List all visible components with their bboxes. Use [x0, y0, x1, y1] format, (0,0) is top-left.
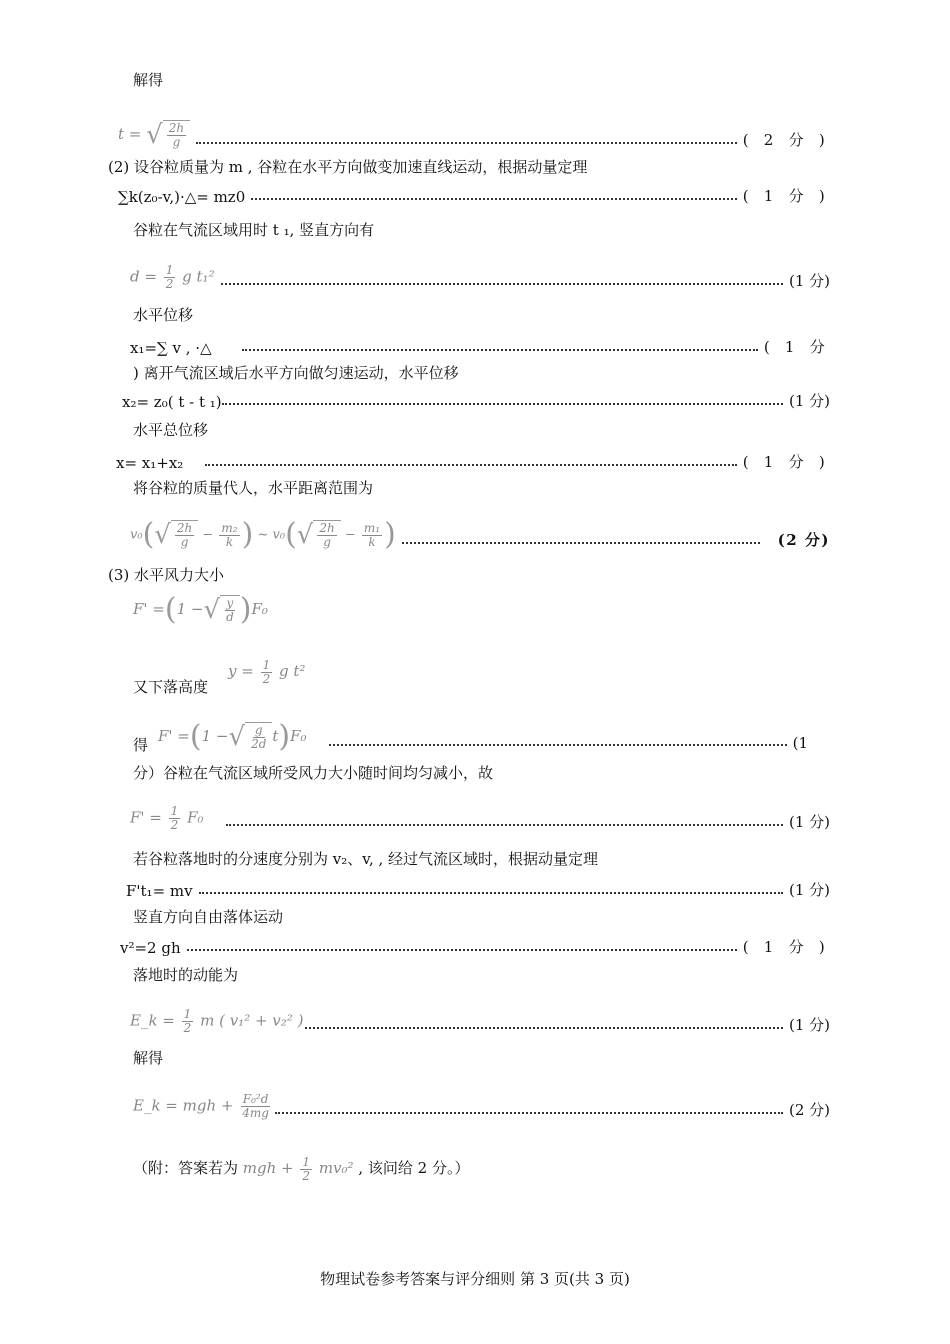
equation-row — [118, 110, 830, 150]
text-line: 将谷粒的质量代人，水平距离范围为 — [133, 479, 374, 497]
formula-image: E_k = mgh + $\frac{\text{F₀²d}}{4mg}$ — [133, 1092, 269, 1120]
equation-row — [158, 712, 808, 752]
text-line: 分）谷粒在气流区域所受风力大小随时间均匀减小，故 — [133, 764, 494, 782]
equation-row: x₂= z₀( t - t ₁) (1 分) — [122, 392, 830, 411]
text-line: 水平位移 — [133, 306, 194, 324]
score-points: ( 2 分 ) — [742, 131, 830, 149]
equation-row: ∑k(z₀-v,)·△= mz0 ( 1 分 ) — [118, 187, 830, 206]
dot-leader — [251, 198, 736, 200]
formula-image: F' = $\frac{1}{2}$ F₀ — [130, 804, 204, 832]
score-points: (1 分) — [788, 272, 830, 290]
text-line: 水平总位移 — [133, 421, 209, 439]
formula-image: d = $\frac{1}{2}$ g t₁² — [130, 263, 215, 291]
equation-row — [130, 255, 830, 291]
text-line: 解得 — [133, 1049, 164, 1067]
equation-row: x= x₁+x₂ ( 1 分 ) — [116, 453, 830, 472]
dot-leader — [242, 349, 758, 351]
formula-image: v₀( √ $\frac{2h}{g}$ − $\frac{\text{m₂}}{k}$ ) ~ v₀( √ $\frac{2h}{g}$ − $\frac{\text{m₁}}{k}$ ) — [130, 517, 396, 552]
dot-leader — [196, 142, 737, 144]
text-line: (3) 水平风力大小 — [108, 566, 225, 584]
score-points: (1 分) — [788, 1016, 830, 1034]
score-points: (2 分) — [788, 1101, 830, 1119]
equation-row: v²=2 gh ( 1 分 ) — [120, 938, 830, 957]
score-points: (1 — [792, 734, 808, 752]
text-line: ) 离开气流区域后水平方向做匀速运动，水平位移 — [133, 364, 459, 382]
equation-row: F't₁= mv (1 分) — [126, 881, 830, 900]
dot-leader — [305, 1027, 783, 1029]
text-line: 又下落高度 — [133, 678, 209, 696]
score-points: (1 分) — [788, 881, 830, 899]
score-points: ( 1 分 — [763, 338, 830, 356]
dot-leader — [221, 283, 783, 285]
score-points: (1 分) — [788, 813, 830, 831]
equation-row — [130, 997, 830, 1035]
equation-row — [133, 1078, 830, 1120]
formula-image: F' =(1 − √ $\frac{g}{2d}$ t)F₀ — [158, 719, 307, 754]
formula-image: F' =(1 − √ $\frac{y}{d}$ )F₀ — [133, 592, 268, 627]
formula-image: y = $\frac{1}{2}$ g t² — [228, 657, 306, 686]
dot-leader — [199, 892, 783, 894]
dot-leader — [402, 542, 760, 544]
score-points: ( 1 分 ) — [742, 187, 830, 205]
text-line: 谷粒在气流区域用时 t ₁, 竖直方向有 — [133, 221, 375, 239]
text-line: 解得 — [133, 71, 164, 89]
score-points: ( 1 分 ) — [742, 938, 830, 956]
text-line: 若谷粒落地时的分速度分别为 v₂、v, , 经过气流区域时，根据动量定理 — [133, 850, 599, 868]
dot-leader — [205, 464, 736, 466]
dot-leader — [275, 1112, 783, 1114]
text-line: (2) 设谷粒质量为 m , 谷粒在水平方向做变加速直线运动，根据动量定理 — [108, 158, 588, 176]
score-points: ( 1 分 ) — [742, 453, 830, 471]
dot-leader — [222, 403, 783, 405]
text-line: 得 — [133, 736, 149, 754]
score-points: (1 分) — [788, 392, 830, 410]
equation-row — [130, 508, 830, 550]
page-footer: 物理试卷参考答案与评分细则 第 3 页(共 3 页) — [320, 1270, 630, 1288]
formula-image: E_k = $\frac{1}{2}$ m ( v₁² + v₂² ) — [130, 1007, 304, 1035]
formula-image: mgh + $\frac{1}{2}$ mv₀² — [242, 1154, 354, 1183]
dot-leader — [187, 949, 737, 951]
score-points: (2 分) — [777, 531, 830, 549]
text-line: 落地时的动能为 — [133, 966, 239, 984]
equation-row — [130, 796, 830, 832]
note-line: （附：答案若为 mgh + $\frac{1}{2}$ mv₀² , 该问给 2 分。） — [133, 1154, 470, 1183]
equation-row: x₁=∑ v , ·△ ( 1 分 — [130, 338, 830, 357]
text-line: 竖直方向自由落体运动 — [133, 908, 284, 926]
formula-image: t = √ $\frac{2h}{g}$ — [118, 120, 190, 150]
dot-leader — [329, 744, 787, 746]
dot-leader — [226, 824, 783, 826]
